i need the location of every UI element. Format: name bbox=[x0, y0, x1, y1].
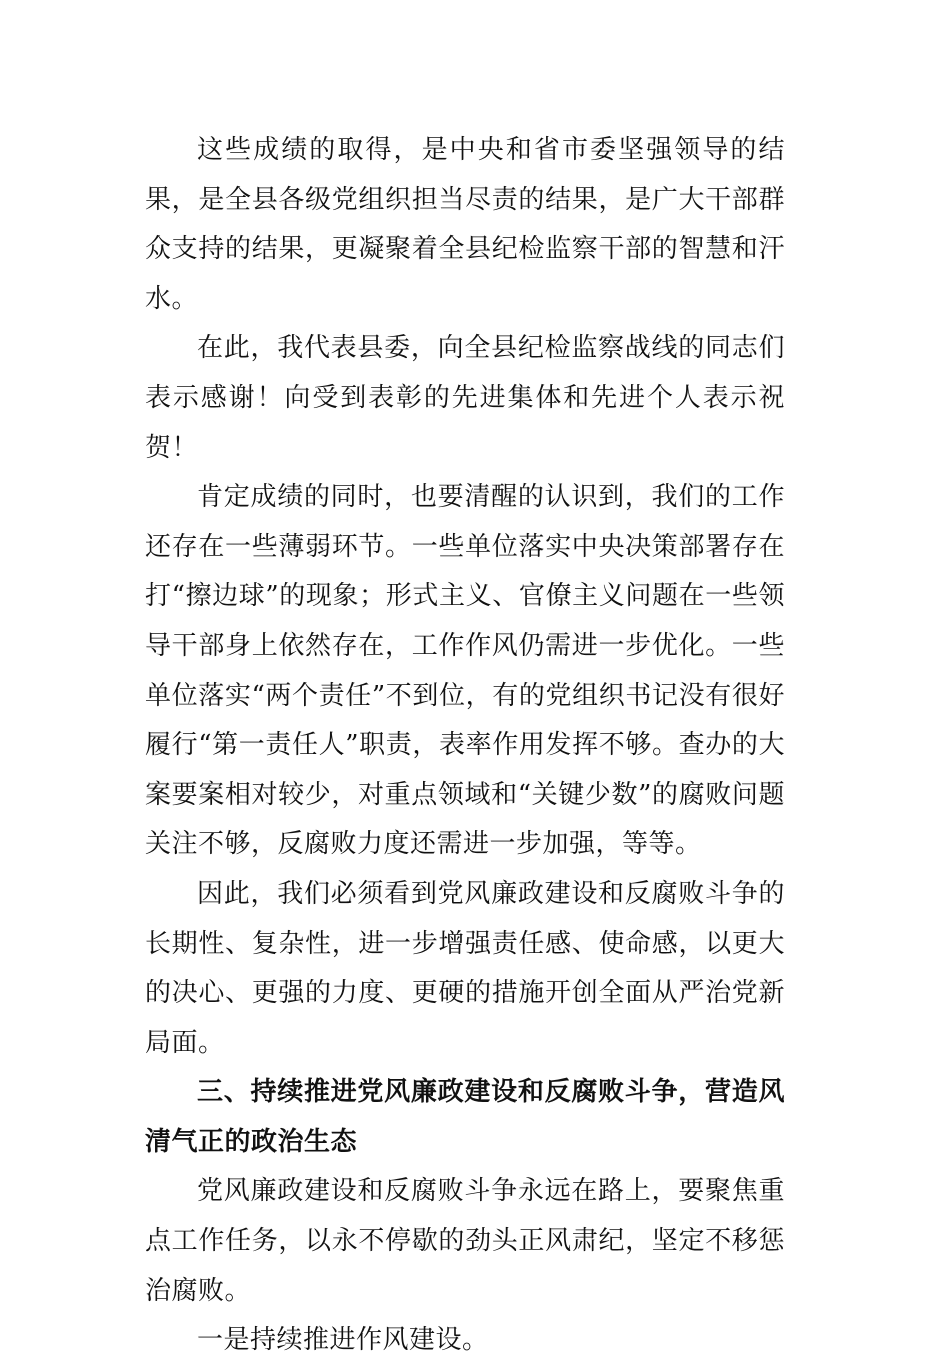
paragraph-therefore: 因此，我们必须看到党风廉政建设和反腐败斗争的长期性、复杂性，进一步增强责任感、使命感，以更大的决心、更强的力度、更硬的措施开创全面从严治党新局面。 bbox=[145, 878, 785, 1058]
paragraph-first-point: 一是持续推进作风建设。 bbox=[197, 1325, 489, 1356]
paragraph-weaknesses: 肯定成绩的同时，也要清醒的认识到，我们的工作还存在一些薄弱环节。一些单位落实中央决策部署存在打“擦边球”的现象；形式主义、官僚主义问题在一些领导干部身上依然存在，工作作风仍需进一步优化。一些单位落实“两个责任”不到位，有的党组织书记没有很好履行“第一责任人”职责，表率作用发挥不够。查办的大案要案相对较少，对重点领域和“关键少数”的腐败问题关注不够，反腐败力度还需进一步加强，等等。 bbox=[145, 482, 785, 860]
paragraph-thanks: 在此，我代表县委，向全县纪检监察战线的同志们表示感谢！向受到表彰的先进集体和先进个人表示祝贺！ bbox=[145, 333, 785, 463]
paragraph-focus: 党风廉政建设和反腐败斗争永远在路上，要聚焦重点工作任务，以永不停歇的劲头正风肃纪，坚定不移惩治腐败。 bbox=[145, 1176, 785, 1306]
section-heading-three: 三、持续推进党风廉政建设和反腐败斗争，营造风清气正的政治生态 bbox=[145, 1077, 785, 1157]
document-page bbox=[145, 126, 785, 1366]
paragraph-achievements: 这些成绩的取得，是中央和省市委坚强领导的结果，是全县各级党组织担当尽责的结果，是广大干部群众支持的结果，更凝聚着全县纪检监察干部的智慧和汗水。 bbox=[145, 135, 785, 314]
